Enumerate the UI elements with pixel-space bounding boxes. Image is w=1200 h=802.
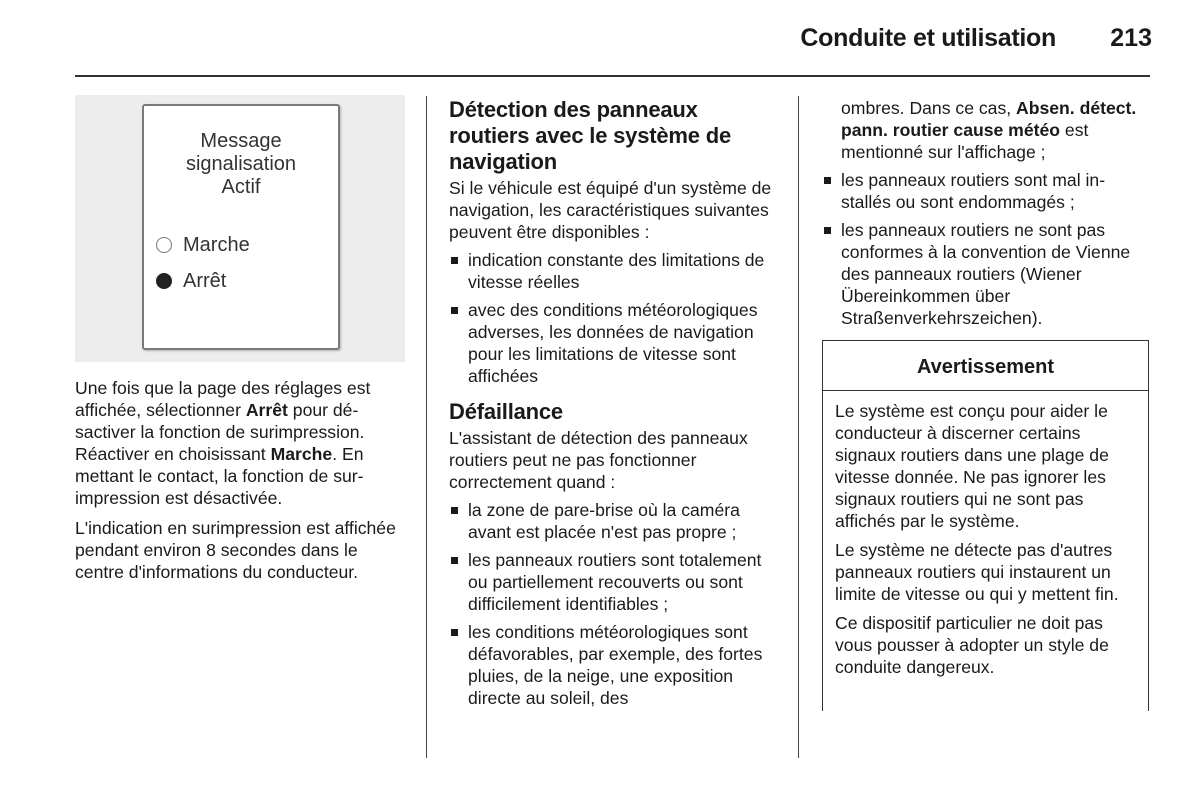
list-item: [449, 249, 779, 293]
list-item-text: les panneaux routiers ne sont pas conformes à la convention de Vienne des panneaux routiers (Wiener Übereinkommen über Straßenverkehrszeichen).: [841, 220, 1131, 328]
list-item-text: les panneaux routiers sont mal installés ou sont endommagés ;: [841, 170, 1106, 212]
warning-paragraph: Ce dispositif particulier ne doit pas vous pousser à adopter un style de conduite dangereux.: [835, 613, 1109, 677]
paragraph-failure: L'assistant de détection des panneaux routiers peut ne pas fonctionner correctement quand :: [449, 428, 748, 492]
paragraph-overlay-duration: L'indication en surimpression est affichée pendant environ 8 secondes dans le centre d'informations du conducteur.: [75, 518, 396, 582]
warning-title: Avertissement: [823, 341, 1148, 391]
radio-selected-icon: [156, 273, 172, 289]
warning-paragraph: Le système ne détecte pas d'autres panneaux routiers qui instaurent un limite de vitesse ou qui y mettent fin.: [835, 540, 1119, 604]
bullet-icon: [451, 257, 458, 264]
option-label: Arrêt: [183, 270, 227, 292]
warning-box: [822, 340, 1149, 711]
heading-failure: Défaillance: [449, 399, 563, 424]
list-item: [449, 549, 779, 615]
bullet-icon: [451, 629, 458, 636]
section-title: Conduite et utilisation: [800, 24, 1056, 52]
column-3: [822, 97, 1147, 335]
bullet-icon: [451, 307, 458, 314]
radio-unselected-icon: [156, 237, 172, 253]
list-item: [449, 499, 779, 543]
failure-list-continued: [822, 169, 1147, 329]
bullet-icon: [824, 227, 831, 234]
bullet-icon: [451, 507, 458, 514]
bullet-icon: [824, 177, 831, 184]
screen-title: Message signalisation Actif: [185, 130, 297, 198]
settings-screen-illustration: [142, 104, 340, 350]
column-2: [449, 97, 779, 715]
page-number: 213: [1110, 24, 1152, 52]
list-item: [822, 219, 1147, 329]
list-item-text: avec des conditions météorologiques adverses, les données de navigation pour les limitations de vitesse sont affichées: [468, 300, 758, 386]
heading-navigation-detection: Détection des panneaux routiers avec le système de navigation: [449, 97, 731, 174]
text: ombres. Dans ce cas,: [841, 98, 1017, 118]
paragraph-settings: [75, 377, 405, 509]
list-item: [822, 169, 1147, 213]
text: . En mettant le contact, la fonction de surimpression est désactivée.: [75, 444, 364, 508]
text: Une fois que la page des réglages est affichée, sélectionner: [75, 378, 371, 420]
list-item-text: la zone de pare-brise où la caméra avant est placée n'est pas propre ;: [468, 500, 740, 542]
list-item-text: les panneaux routiers sont totalement ou partiellement recouverts ou sont difficilement identifiables ;: [468, 550, 762, 614]
list-item-text: indication constante des limitations de vitesse réelles: [468, 250, 765, 292]
paragraph-intro: Si le véhicule est équipé d'un système de navigation, les caractéristiques suivantes peuvent être disponibles :: [449, 178, 772, 242]
bullet-icon: [451, 557, 458, 564]
paragraph-continuation: [822, 97, 1147, 163]
column-1: [75, 377, 405, 591]
column-divider-left: [426, 96, 427, 758]
option-arret: [156, 269, 226, 293]
list-item: [449, 621, 779, 709]
list-item: [449, 299, 779, 387]
text: pour désactiver la fonction de surimpression. Réactiver en choisissant: [75, 400, 365, 464]
menu-term-marche: Marche: [270, 444, 333, 464]
menu-term-arret: Arrêt: [245, 400, 288, 420]
list-item-text: les conditions météorologiques sont défavorables, par exemple, des fortes pluies, de la neige, une exposition directe au soleil, des: [468, 622, 763, 708]
feature-list: [449, 249, 779, 387]
header-divider: [75, 75, 1150, 77]
display-message: Absen. détect. pann. routier cause météo: [841, 98, 1137, 140]
warning-paragraph: Le système est conçu pour aider le conducteur à discerner certains signaux routiers dans une plage de vitesse donnée. Ne pas ignorer les signaux routiers qui ne sont pas affichés par le système.: [835, 401, 1109, 531]
text: est mentionné sur l'affichage ;: [841, 120, 1089, 162]
failure-list: [449, 499, 779, 709]
option-label: Marche: [183, 234, 250, 256]
warning-body: [823, 391, 1148, 678]
column-divider-right: [798, 96, 799, 758]
option-marche: [156, 233, 250, 257]
